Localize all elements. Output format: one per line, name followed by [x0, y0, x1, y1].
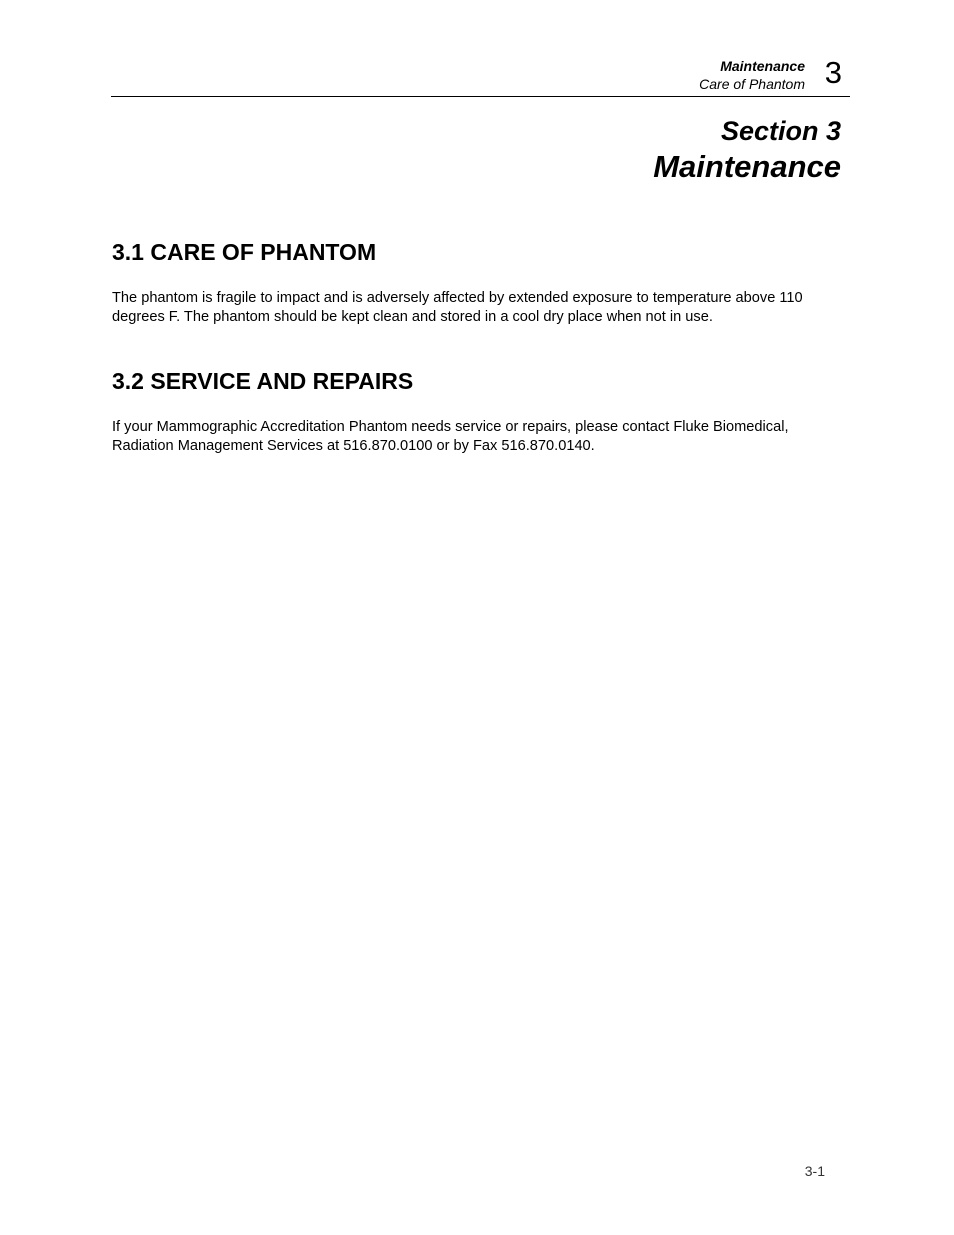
header-section-title: Care of Phantom [699, 76, 805, 92]
section-name: Maintenance [653, 149, 841, 184]
header-chapter-title: Maintenance [720, 58, 805, 74]
paragraph-service-and-repairs: If your Mammographic Accreditation Phantom needs service or repairs, please contact Fluke Biomedical, Radiation Management Services at 516.870.0100 or by Fax 516.870.0140. [112, 419, 789, 454]
paragraph-care-of-phantom: The phantom is fragile to impact and is adversely affected by extended exposure to temperature above 110 degrees F. The phantom should be kept clean and stored in a cool dry place when not in use. [112, 290, 803, 325]
heading-care-of-phantom: 3.1 CARE OF PHANTOM [112, 239, 377, 265]
heading-service-and-repairs: 3.2 SERVICE AND REPAIRS [112, 368, 414, 394]
header-chapter-number: 3 [824, 55, 842, 90]
header-text [699, 57, 805, 93]
section-title-block [653, 114, 841, 186]
running-header [111, 55, 850, 97]
section-label: Section 3 [720, 116, 841, 146]
page-number: 3-1 [804, 1163, 825, 1179]
